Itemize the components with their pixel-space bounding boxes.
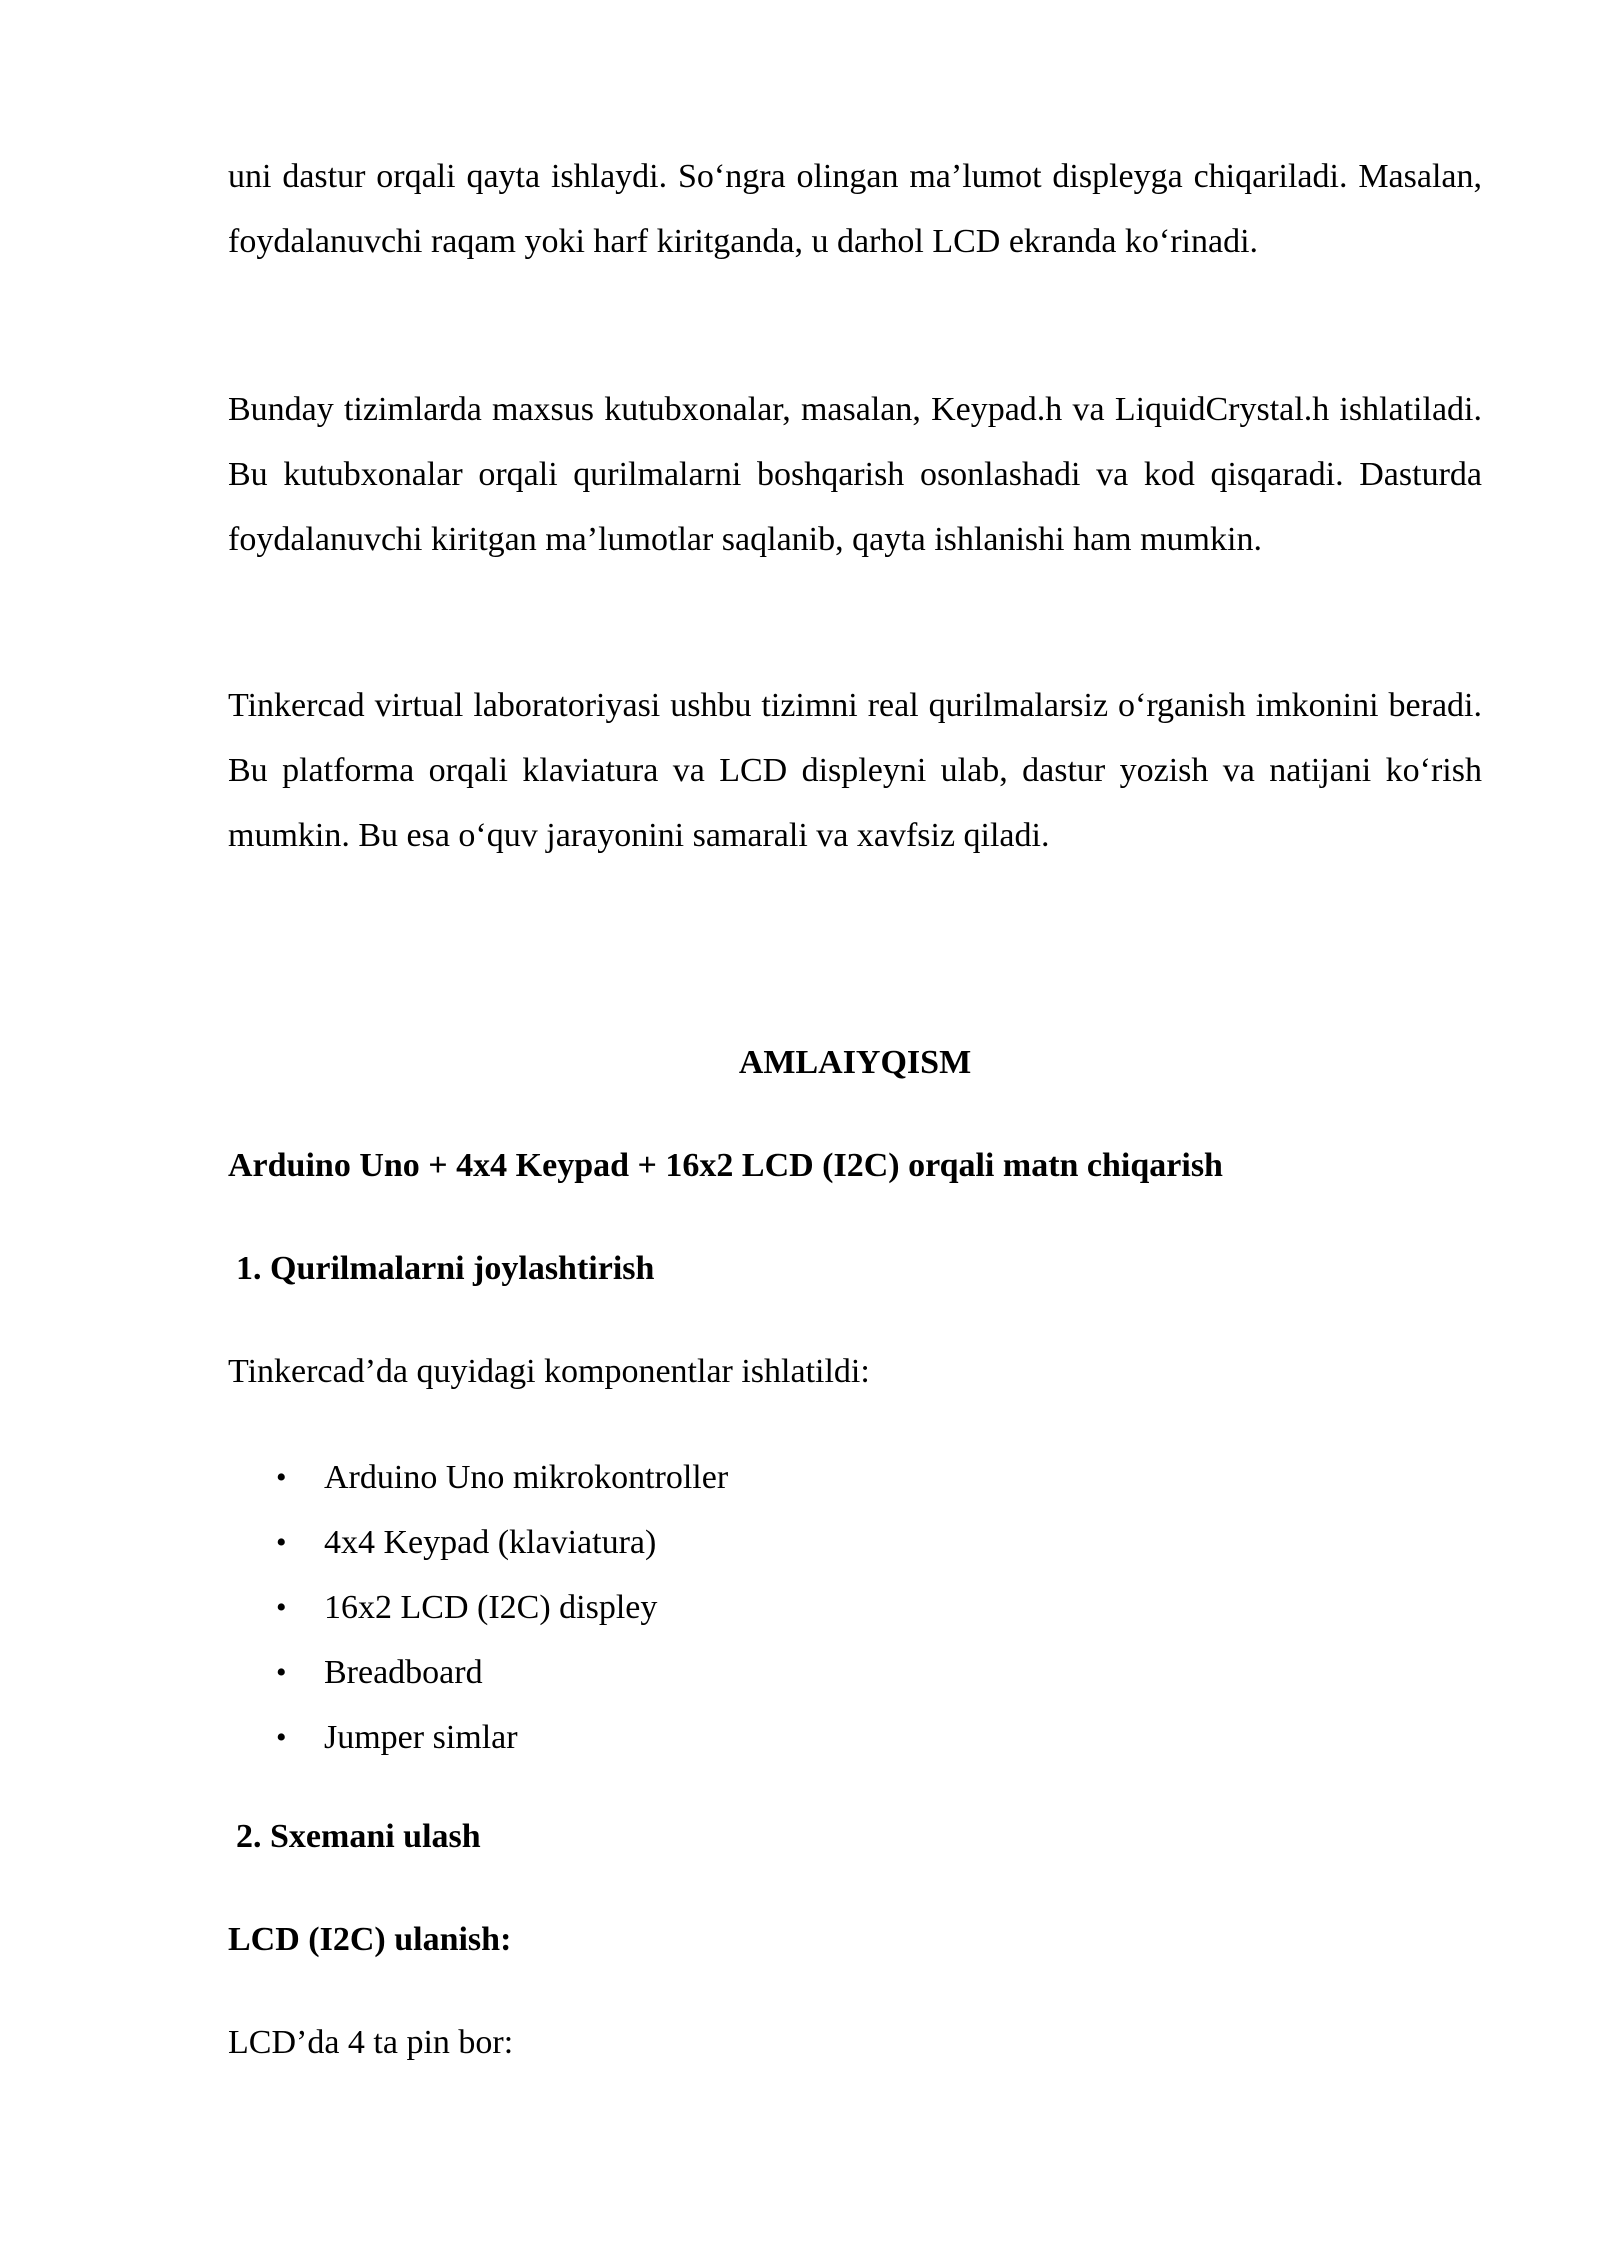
list-item-text: Jumper simlar xyxy=(324,1719,518,1756)
list-item xyxy=(228,1640,728,1705)
lcd-subtitle: LCD (I2C) ulanish: xyxy=(228,1921,512,1958)
step1-title: 1. Qurilmalarni joylashtirish xyxy=(236,1250,655,1287)
list-item xyxy=(228,1575,728,1640)
components-intro: Tinkercad’da quyidagi komponentlar ishlatildi: xyxy=(228,1353,870,1390)
paragraph-libraries: Bunday tizimlarda maxsus kutubxonalar, masalan, Keypad.h va LiquidCrystal.h ishlatiladi. Bu kutubxonalar orqali qurilmalarni boshqarish osonlashadi va kod qisqaradi. Dasturda foydalanuvchi kiritgan ma’lumotlar saqlanib, qayta ishlanishi ham mumkin. xyxy=(228,391,1482,558)
lcd-pins-text: LCD’da 4 ta pin bor: xyxy=(228,2024,514,2061)
list-item-text: Arduino Uno mikrokontroller xyxy=(324,1459,729,1496)
list-item xyxy=(228,1445,728,1510)
bullet-icon: • xyxy=(276,1526,287,1559)
list-item xyxy=(228,1510,728,1575)
list-item-text: Breadboard xyxy=(324,1654,483,1691)
bullet-icon: • xyxy=(276,1461,287,1494)
project-title: Arduino Uno + 4x4 Keypad + 16x2 LCD (I2C) orqali matn chiqarish xyxy=(228,1147,1223,1184)
list-item xyxy=(228,1705,728,1770)
paragraph-processing: uni dastur orqali qayta ishlaydi. So‘ngra olingan ma’lumot displeyga chiqariladi. Masalan, foydalanuvchi raqam yoki harf kiritganda, u darhol LCD ekranda ko‘rinadi. xyxy=(228,158,1482,260)
bullet-icon: • xyxy=(276,1721,287,1754)
bullet-icon: • xyxy=(276,1656,287,1689)
component-list xyxy=(228,1445,728,1770)
list-item-text: 16x2 LCD (I2C) displey xyxy=(324,1589,658,1626)
paragraph-tinkercad: Tinkercad virtual laboratoriyasi ushbu tizimni real qurilmalarsiz o‘rganish imkonini beradi. Bu platforma orqali klaviatura va LCD displeyni ulab, dastur yozish va natijani ko‘rish mumkin. Bu esa o‘quv jarayonini samarali va xavfsiz qiladi. xyxy=(228,687,1482,854)
step2-title: 2. Sxemani ulash xyxy=(236,1818,481,1855)
list-item-text: 4x4 Keypad (klaviatura) xyxy=(324,1524,657,1561)
section-title: AMLAIYQISM xyxy=(738,1044,972,1081)
bullet-icon: • xyxy=(276,1591,287,1624)
